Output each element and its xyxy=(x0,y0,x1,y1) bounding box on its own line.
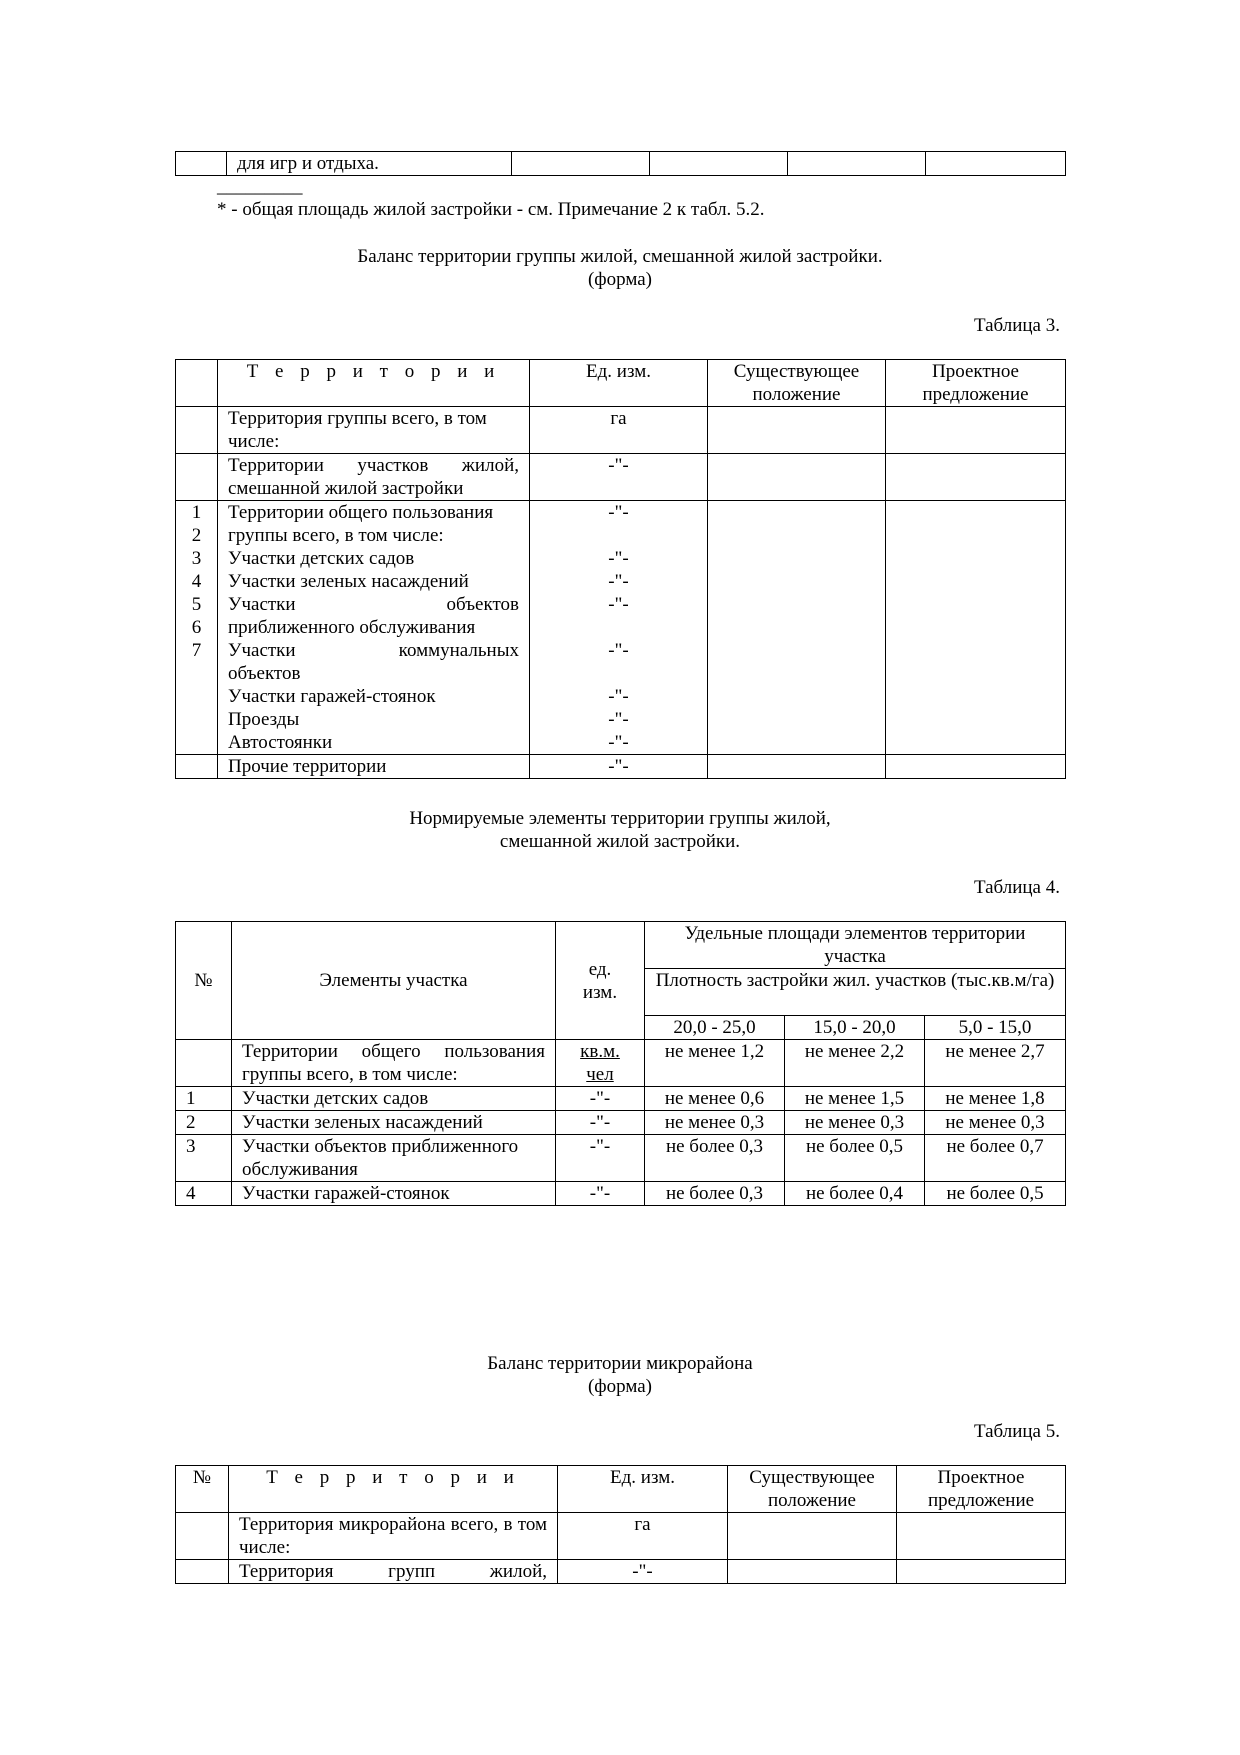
table4-caption: Таблица 4. xyxy=(973,877,1060,898)
cell-unit: -"- xyxy=(558,1560,728,1584)
cell-name: Участки объектов приближенного обслуживания xyxy=(232,1135,556,1182)
name-line: Участки зеленых насаждений xyxy=(228,571,469,592)
unit-line: -"- xyxy=(608,548,629,569)
table-header-row xyxy=(176,1466,1066,1513)
table5 xyxy=(175,1465,1066,1584)
table-row xyxy=(176,755,1066,779)
cell-name: Территория групп жилой, xyxy=(229,1560,558,1584)
table5-caption: Таблица 5. xyxy=(973,1421,1060,1442)
unit-line: -"- xyxy=(608,686,629,707)
section4-title: Нормируемые элементы территории группы жилой, xyxy=(409,808,831,829)
unit-line xyxy=(540,616,697,639)
section5-title: Баланс территории микрорайона xyxy=(487,1353,753,1374)
cell-unit: -"- xyxy=(556,1111,645,1135)
header-proposed: Проектное предложение xyxy=(897,1466,1066,1513)
cell-existing xyxy=(708,755,886,779)
section3-title: Баланс территории группы жилой, смешанной жилой застройки. xyxy=(357,246,883,267)
name-line: Участки гаражей-стоянок xyxy=(228,686,436,707)
num-line: 5 xyxy=(191,594,202,615)
name-line: Участки коммунальных xyxy=(228,640,519,661)
cell xyxy=(650,152,788,176)
table3 xyxy=(175,359,1066,779)
num-line: 1 xyxy=(191,502,202,523)
cell-value: не более 0,3 xyxy=(645,1182,785,1206)
unit-line xyxy=(540,524,697,547)
name-line: Участки детских садов xyxy=(228,548,415,569)
cell-num: 2 xyxy=(176,1111,232,1135)
cell-name: Территория группы всего, в том числе: xyxy=(218,407,530,454)
cell-existing xyxy=(728,1560,897,1584)
cell-name: Участки зеленых насаждений xyxy=(232,1111,556,1135)
table-row xyxy=(176,1513,1066,1560)
cell-num xyxy=(176,1513,229,1560)
unit-line: -"- xyxy=(608,640,629,661)
cell-proposed xyxy=(886,407,1066,454)
cell-proposed xyxy=(886,755,1066,779)
cell-name: для игр и отдыха. xyxy=(227,152,512,176)
cell-num xyxy=(176,152,227,176)
table-row xyxy=(176,1087,1066,1111)
cell-num: 3 xyxy=(176,1135,232,1182)
num-line: 7 xyxy=(191,640,202,661)
cell-value: не менее 2,2 xyxy=(785,1040,925,1087)
header-territories: Т е р р и т о р и и xyxy=(218,360,530,407)
table-row xyxy=(176,152,1066,176)
unit-line: -"- xyxy=(608,594,629,615)
name-line: Территории общего пользования xyxy=(228,502,494,523)
header-range-2: 15,0 - 20,0 xyxy=(785,1016,925,1040)
cell-unit: -"- xyxy=(530,454,708,501)
cell-proposed xyxy=(886,501,1066,755)
name-line: объектов xyxy=(228,663,301,684)
footnote-text: * - общая площадь жилой застройки - см. Примечание 2 к табл. 5.2. xyxy=(217,199,765,220)
table-row xyxy=(176,407,1066,454)
cell-value: не менее 2,7 xyxy=(925,1040,1066,1087)
cell-proposed xyxy=(886,454,1066,501)
cell-name: Территория микрорайона всего, в том числе: xyxy=(229,1513,558,1560)
header-unit: Ед. изм. xyxy=(558,1466,728,1513)
header-density: Плотность застройки жил. участков (тыс.кв.м/га) xyxy=(645,969,1066,1016)
footnote-rule: _________ xyxy=(217,176,303,197)
header-territories: Т е р р и т о р и и xyxy=(229,1466,558,1513)
cell-value: не менее 0,3 xyxy=(785,1111,925,1135)
cell-name: Участки гаражей-стоянок xyxy=(232,1182,556,1206)
header-specific-areas: Удельные площади элементов территории участка xyxy=(645,922,1066,969)
header-range-3: 5,0 - 15,0 xyxy=(925,1016,1066,1040)
section4-subtitle: смешанной жилой застройки. xyxy=(499,831,741,852)
cell-name-group xyxy=(218,501,530,755)
table-header-row xyxy=(176,360,1066,407)
cell-unit: -"- xyxy=(530,755,708,779)
header-range-1: 20,0 - 25,0 xyxy=(645,1016,785,1040)
cell-num xyxy=(176,1560,229,1584)
cell-unit: га xyxy=(530,407,708,454)
unit-line: -"- xyxy=(608,571,629,592)
cell xyxy=(926,152,1066,176)
cell-num xyxy=(176,407,218,454)
cell-num xyxy=(176,1040,232,1087)
header-num: № xyxy=(176,1466,229,1513)
cell-value: не более 0,5 xyxy=(785,1135,925,1182)
name-line: Автостоянки xyxy=(228,732,333,753)
table-header-row xyxy=(176,922,1066,969)
cell-name: Прочие территории xyxy=(218,755,530,779)
cell-unit: -"- xyxy=(556,1182,645,1206)
name-line: приближенного обслуживания xyxy=(228,617,476,638)
header-unit: Ед. изм. xyxy=(530,360,708,407)
table4 xyxy=(175,921,1066,1206)
cell-num xyxy=(176,454,218,501)
unit-line: -"- xyxy=(608,709,629,730)
cell-name: Территории участков жилой, смешанной жилой застройки xyxy=(218,454,530,501)
cell-proposed xyxy=(897,1513,1066,1560)
table-row xyxy=(176,1111,1066,1135)
num-line: 3 xyxy=(191,548,202,569)
header-unit: ед. изм. xyxy=(556,922,645,1040)
unit-line: -"- xyxy=(608,732,629,753)
cell-value: не менее 0,6 xyxy=(645,1087,785,1111)
cell-num xyxy=(176,755,218,779)
table-row xyxy=(176,1560,1066,1584)
name-line: Проезды xyxy=(228,709,300,730)
header-existing: Существующее положение xyxy=(708,360,886,407)
cell-unit: -"- xyxy=(556,1135,645,1182)
num-line: 2 xyxy=(191,525,202,546)
cell xyxy=(788,152,926,176)
name-line: группы всего, в том числе: xyxy=(228,525,444,546)
header-proposed: Проектное предложение xyxy=(886,360,1066,407)
cell-value: не менее 0,3 xyxy=(925,1111,1066,1135)
cell-value: не менее 1,2 xyxy=(645,1040,785,1087)
cell-unit: -"- xyxy=(556,1087,645,1111)
cell-proposed xyxy=(897,1560,1066,1584)
table-continued xyxy=(175,151,1066,176)
num-line: 4 xyxy=(191,571,202,592)
cell-value: не менее 1,8 xyxy=(925,1087,1066,1111)
cell-value: не более 0,5 xyxy=(925,1182,1066,1206)
cell-unit: га xyxy=(558,1513,728,1560)
table-row xyxy=(176,1135,1066,1182)
header-elements: Элементы участка xyxy=(232,922,556,1040)
header-existing: Существующее положение xyxy=(728,1466,897,1513)
num-line: 6 xyxy=(191,617,202,638)
cell-existing xyxy=(708,407,886,454)
cell-value: не более 0,4 xyxy=(785,1182,925,1206)
unit-line xyxy=(540,662,697,685)
name-line: Участки объектов xyxy=(228,594,519,615)
table-row xyxy=(176,454,1066,501)
cell-existing xyxy=(708,454,886,501)
table3-caption: Таблица 3. xyxy=(973,315,1060,336)
cell-unit-group xyxy=(530,501,708,755)
header-num xyxy=(176,360,218,407)
cell-value: не более 0,3 xyxy=(645,1135,785,1182)
unit-line: -"- xyxy=(608,502,629,523)
cell-name: Территории общего пользования группы всего, в том числе: xyxy=(232,1040,556,1087)
cell-value: не менее 1,5 xyxy=(785,1087,925,1111)
table-row xyxy=(176,1182,1066,1206)
cell-existing xyxy=(728,1513,897,1560)
table-row-group xyxy=(176,501,1066,755)
header-num: № xyxy=(176,922,232,1040)
cell-num: 1 xyxy=(176,1087,232,1111)
table-row xyxy=(176,1040,1066,1087)
cell-name: Участки детских садов xyxy=(232,1087,556,1111)
cell xyxy=(512,152,650,176)
cell-existing xyxy=(708,501,886,755)
cell-num: 4 xyxy=(176,1182,232,1206)
cell-value: не более 0,7 xyxy=(925,1135,1066,1182)
section5-subtitle: (форма) xyxy=(587,1376,652,1397)
section3-subtitle: (форма) xyxy=(587,269,652,290)
cell-num-group xyxy=(176,501,218,755)
cell-unit-fraction xyxy=(556,1040,645,1087)
unit-text: кв.м. чел xyxy=(580,1041,620,1085)
cell-value: не менее 0,3 xyxy=(645,1111,785,1135)
